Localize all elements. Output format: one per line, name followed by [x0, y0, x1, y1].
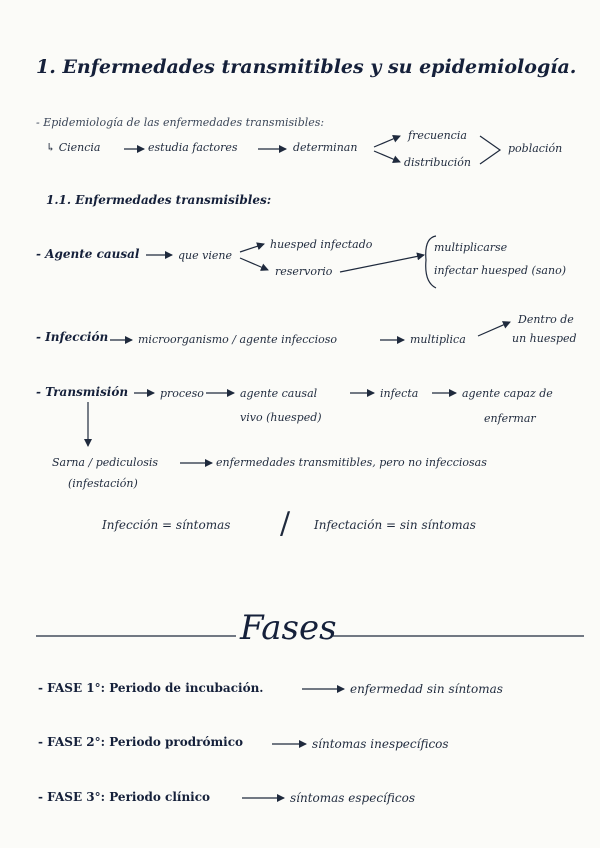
infeccion-dentro1: Dentro de — [518, 313, 574, 326]
arrow-viene-huesped — [240, 244, 264, 252]
agente-huesped: huesped infectado — [270, 238, 373, 251]
arrow-multiplica-dentro — [478, 322, 510, 336]
epi-distribucion: distribución — [404, 156, 471, 169]
equation-left: Infección = síntomas — [102, 518, 231, 532]
epi-determinan: determinan — [293, 141, 358, 154]
sarna-line1: Sarna / pediculosis — [52, 456, 158, 469]
transmision-infecta: infecta — [380, 387, 419, 400]
agente-infectar: infectar huesped (sano) — [434, 264, 566, 277]
agente-reservorio: reservorio — [275, 265, 333, 278]
infeccion-micro: microorganismo / agente infeccioso — [138, 333, 338, 346]
sarna-line2: (infestación) — [68, 477, 138, 490]
agente-multiplicarse: multiplicarse — [434, 241, 508, 254]
fases-title: Fases — [240, 608, 337, 648]
sarna-line1b: enfermedades transmitibles, pero no infecciosas — [216, 456, 487, 469]
infeccion-dentro2: un huesped — [512, 332, 577, 345]
agente-viene: que viene — [178, 249, 232, 262]
fase-1-label: - FASE 1°: Periodo de incubación. — [38, 681, 264, 695]
equation-slash: / — [280, 506, 291, 541]
arrow-determinan-distribucion — [374, 151, 400, 162]
bracket-poblacion — [480, 136, 500, 164]
fase-2-result: síntomas inespecíficos — [312, 737, 449, 751]
epi-heading: - Epidemiología de las enfermedades transmisibles: — [36, 116, 325, 129]
infeccion-label: - Infección — [36, 330, 109, 344]
equation-right: Infectación = sin síntomas — [314, 518, 476, 532]
fase-3-label: - FASE 3°: Periodo clínico — [38, 790, 211, 804]
agente-label: - Agente causal — [36, 247, 140, 261]
infeccion-multiplica: multiplica — [410, 333, 466, 346]
transmision-capaz1: agente capaz de — [462, 387, 553, 400]
arrow-determinan-frecuencia — [374, 136, 400, 147]
fase-2-label: - FASE 2°: Periodo prodrómico — [38, 735, 244, 749]
fase-1-result: enfermedad sin síntomas — [350, 682, 503, 696]
page-title: 1. Enfermedades transmitibles y su epidemiología. — [36, 56, 577, 78]
epi-poblacion: población — [508, 142, 563, 155]
section-subtitle: 1.1. Enfermedades transmisibles: — [46, 193, 272, 207]
epi-frecuencia: frecuencia — [408, 129, 467, 142]
transmision-agente1: agente causal — [240, 387, 318, 400]
epi-ciencia: ↳ Ciencia — [46, 141, 101, 154]
brace-multiplicarse — [426, 236, 436, 288]
arrow-viene-reservorio — [240, 258, 268, 270]
transmision-label: - Transmisión — [36, 385, 129, 399]
transmision-capaz2: enfermar — [484, 412, 536, 425]
transmision-proceso: proceso — [160, 387, 204, 400]
epi-estudia: estudia factores — [148, 141, 238, 154]
arrow-reservorio-brace — [340, 255, 424, 272]
transmision-agente2: vivo (huesped) — [240, 411, 322, 424]
fase-3-result: síntomas específicos — [290, 791, 415, 805]
